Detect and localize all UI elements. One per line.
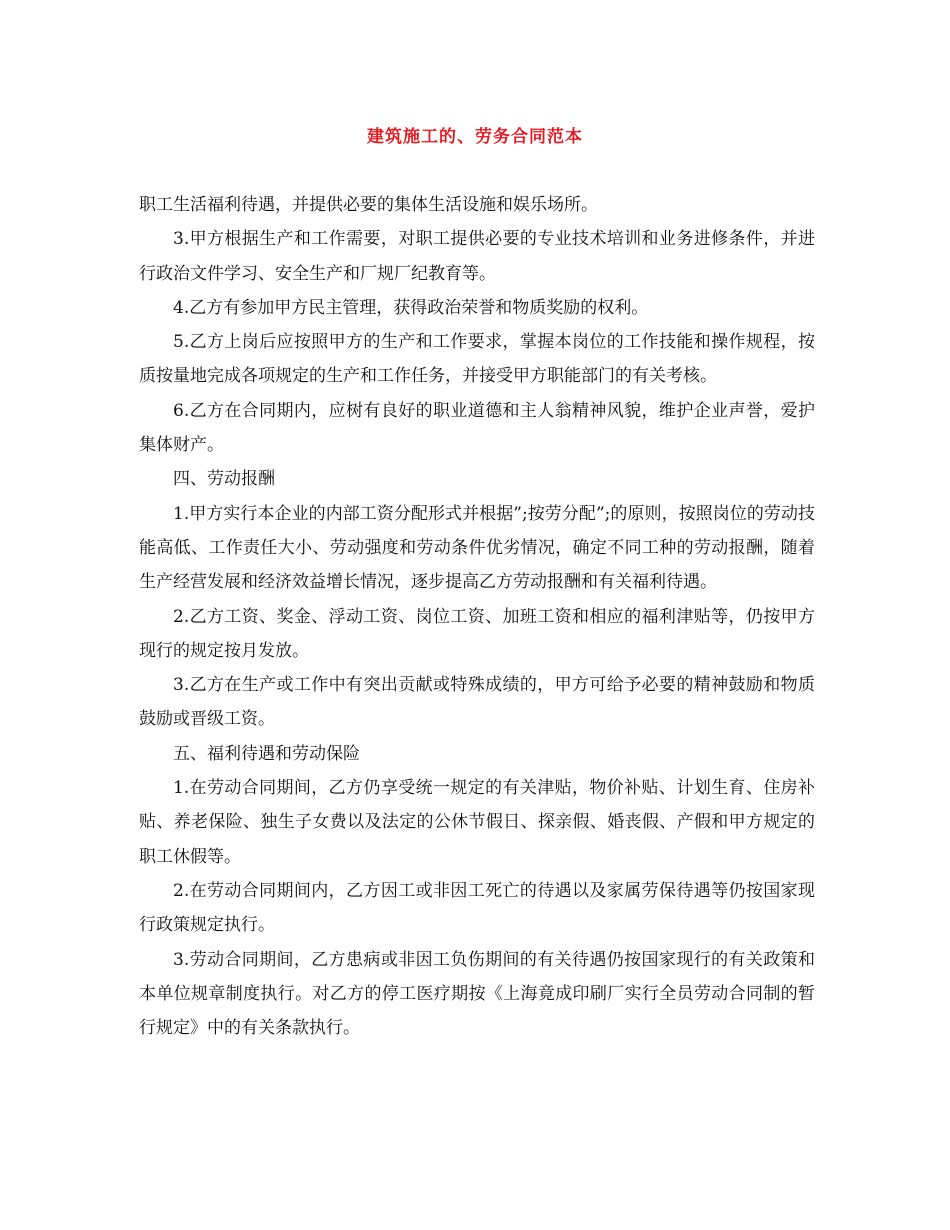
paragraph: 2.乙方工资、奖金、浮动工资、岗位工资、加班工资和相应的福利津贴等，仍按甲方现行的规定按月发放。 [139,606,815,661]
paragraph: 6.乙方在合同期内，应树有良好的职业道德和主人翁精神风貌，维护企业声誉，爱护集体财产。 [139,400,815,456]
paragraph: 职工生活福利待遇，并提供必要的集体生活设施和娱乐场所。 [139,195,598,215]
paragraph: 4.乙方有参加甲方民主管理，获得政治荣誉和物质奖励的权利。 [173,297,649,318]
section-heading: 四、劳动报酬 [173,469,275,490]
paragraph: 3.劳动合同期间，乙方患病或非因工负伤期间的有关待遇仍按国家现行的有关政策和本单位规章制度执行。对乙方的停工医疗期按《上海竟成印刷厂实行全员劳动合同制的暂行规定》中的有关条款执行。 [139,949,815,1039]
document-body [139,188,815,1045]
paragraph: 2.在劳动合同期间内，乙方因工或非因工死亡的待遇以及家属劳保待遇等仍按国家现行政策规定执行。 [139,880,815,936]
paragraph: 5.乙方上岗后应按照甲方的生产和工作要求，掌握本岗位的工作技能和操作规程，按质按量地完成各项规定的生产和工作任务，并接受甲方职能部门的有关考核。 [139,332,815,387]
paragraph: 3.甲方根据生产和工作需要，对职工提供必要的专业技术培训和业务进修条件，并进行政治文件学习、安全生产和厂规厂纪教育等。 [139,229,815,284]
section-heading: 五、福利待遇和劳动保险 [173,743,360,764]
document-title: 建筑施工的、劳务合同范本 [367,127,583,147]
paragraph: 1.甲方实行本企业的内部工资分配形式并根据”;按劳分配”;的原则，按照岗位的劳动技能高低、工作责任大小、劳动强度和劳动条件优劣情况，确定不同工种的劳动报酬，随着生产经营发展和经济效益增长情况，逐步提高乙方劳动报酬和有关福利待遇。 [139,503,815,593]
paragraph: 3.乙方在生产或工作中有突出贡献或特殊成绩的，甲方可给予必要的精神鼓励和物质鼓励或晋级工资。 [139,675,815,730]
paragraph: 1.在劳动合同期间，乙方仍享受统一规定的有关津贴，物价补贴、计划生育、住房补贴、养老保险、独生子女费以及法定的公休节假日、探亲假、婚丧假、产假和甲方规定的职工休假等。 [139,778,815,867]
